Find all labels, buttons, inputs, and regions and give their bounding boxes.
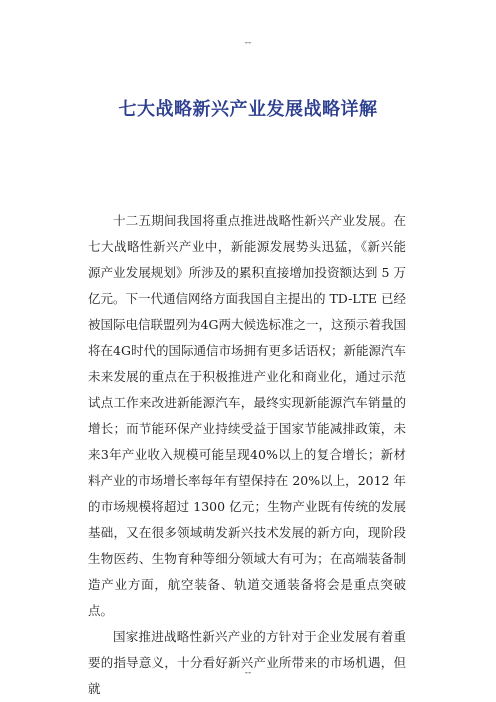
- footer-mark: --: [244, 668, 252, 678]
- header-mark: --: [244, 38, 252, 48]
- document-body: [88, 208, 406, 702]
- paragraph: 十二五期间我国将重点推进战略性新兴产业发展。在七大战略性新兴产业中，新能源发展势头迅猛，《新兴能源产业发展规划》所涉及的累积直接增加投资额达到 5 万亿元。下一代通信网络方面我国自主提出的 TD-LTE 已经被国际电信联盟列为4G两大候选标准之一，这预示着我国将在4G时代的国际通信市场拥有更多话语权；新能源汽车未来发展的重点在于积极推进产业化和商业化，通过示范试点工作来改进新能源汽车，最终实现新能源汽车销量的增长；而节能环保产业持续受益于国家节能减排政策，未来3年产业收入规模可能呈现40%以上的复合增长；新材料产业的市场增长率每年有望保持在 20%以上，2012 年的市场规模将超过 1300 亿元；生物产业既有传统的发展基础，又在很多领域萌发新兴技术发展的新方向，现阶段生物医药、生物育种等细分领域大有可为；在高端装备制造产业方面，航空装备、轨道交通装备将会是重点突破点。: [88, 213, 407, 618]
- paragraph: 国家推进战略性新兴产业的方针对于企业发展有着重要的指导意义，十分看好新兴产业所带来的市场机遇，但就: [88, 629, 406, 696]
- document-title: 七大战略新兴产业发展战略详解: [118, 99, 378, 120]
